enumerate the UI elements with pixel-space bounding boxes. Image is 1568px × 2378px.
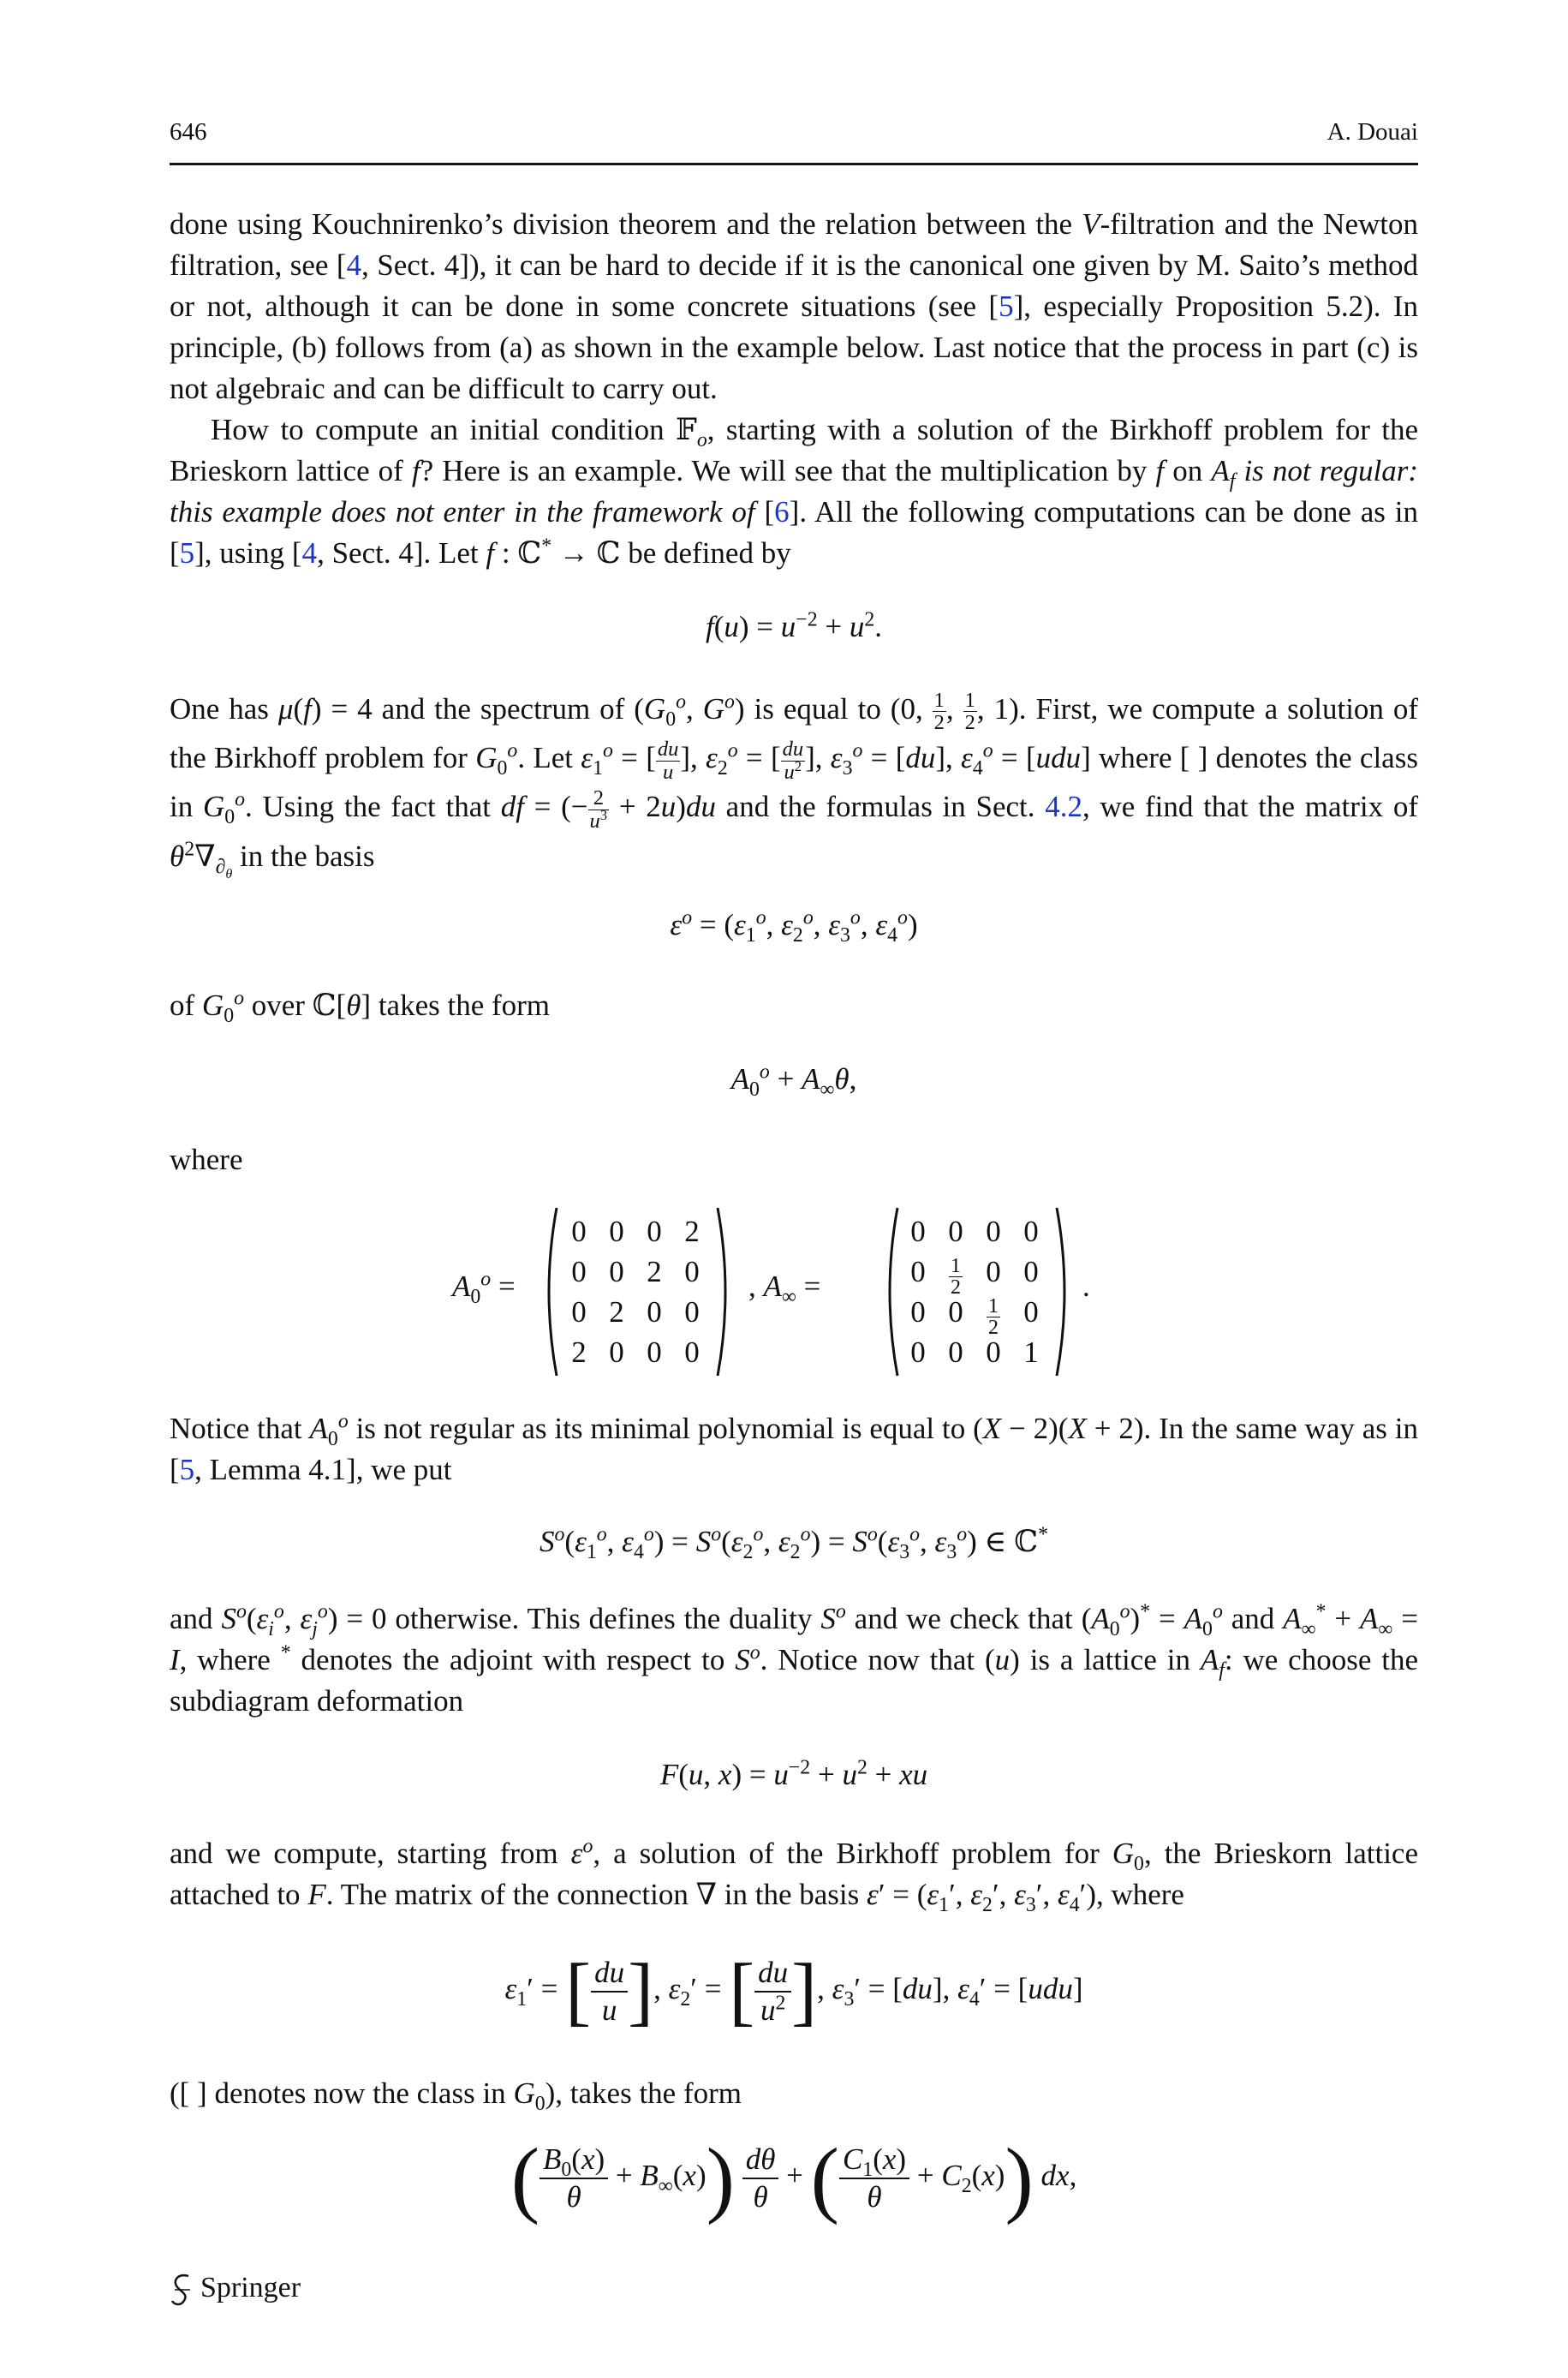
matrix-entry: 0 <box>571 1214 587 1248</box>
matrix-A0-label: $A_0^o$ = <box>452 1268 516 1308</box>
matrix-entry: 0 <box>948 1294 963 1329</box>
left-paren <box>880 1206 901 1377</box>
paper-page <box>170 0 1418 2378</box>
citation-link[interactable]: 5 <box>999 290 1014 323</box>
matrix-entry: 0 <box>609 1335 624 1369</box>
matrix-entry: 0 <box>571 1294 587 1329</box>
matrix-entry: 2 <box>647 1254 662 1288</box>
matrix-entry: 0 <box>571 1254 587 1288</box>
matrix-entry: 0 <box>1023 1214 1039 1248</box>
matrix-entry: 2 <box>684 1214 700 1248</box>
paragraph-4: of $G_0^o$ over ℂ[θ] takes the form <box>170 987 551 1027</box>
left-paren <box>540 1206 560 1377</box>
matrix-entry: 0 <box>910 1294 926 1329</box>
citation-link[interactable]: 4 <box>346 248 362 282</box>
running-author: A. Douai <box>1327 118 1418 146</box>
equation-connection: ( $\frac{B_0(x)}{\theta}$ + $B_\infty(x)$) $\frac{d\theta}{\theta}$ + ( $\frac{C_1(x)}{\theta}$ + $C_2(x)$) dx, <box>510 2130 1077 2226</box>
matrix-Ainf <box>899 1211 1050 1372</box>
equation-new-basis: $\varepsilon_1'$ = [ $\frac{du}{u}$ ], $\varepsilon_2'$ = [ $\frac{du}{u^2}$ ], $\varepsilon_3' = [du]$, $\varepsilon_4' = [udu]$ <box>504 1949 1083 2034</box>
matrix-entry: 2 <box>609 1294 624 1329</box>
matrix-entry: 0 <box>910 1335 926 1369</box>
matrix-entry: 0 <box>1023 1254 1039 1288</box>
matrix-entry: 2 <box>571 1335 587 1369</box>
matrix-equation: $A_0^o$ = 0 0 0 2 0 0 2 0 0 2 0 0 2 0 0 0 , $A_\infty$ = 0 0 0 0 0 $\frac{1}{2}$ 0 0 0 0 $\frac{1}{2}$ 0 0 0 0 1 . <box>170 1206 1418 1377</box>
equation-deformation: F(u, $x) = u^{-2} + u^2$ + xu <box>659 1756 928 1791</box>
running-header <box>170 118 1418 156</box>
paragraph-3: One has μ(f) = 4 and the spectrum of ($G_0^o$, $G^o$) is equal to (0, $\frac{1}{2}$ , $\frac{1}{2}$ , 1). First, we compute a solution of the Birkhoff problem for $G_0^o$. Let $\varepsilon_1^o$ = [ $\frac{du}{u}$ ], $\varepsilon_2^o$ = [ $\frac{du}{u^2}$ ], $\varepsilon_3^o = [du]$, $\varepsilon_4^o = [udu]$ where [ ] denotes the class in $G_0^o$. Using the fact that df = (− $\frac{2}{u^3}$ + 2u)du and the formulas in Sect. 4.2, we find that the matrix of $\theta^2\nabla_{\partial_\theta}$ in the basis <box>170 688 1419 881</box>
citation-link[interactable]: 6 <box>774 495 790 529</box>
paragraph-8: ([ ] denotes now the class in $G_0$), takes the form <box>170 2076 742 2115</box>
matrix-entry: 0 <box>609 1254 624 1288</box>
matrix-entry: 0 <box>948 1335 963 1369</box>
equation-f: $f(u) = u^{-2} + u^2$. <box>705 608 883 643</box>
section-link[interactable]: 4.2 <box>1045 790 1082 824</box>
paragraph-1: done using Kouchnirenko’s division theorem and the relation between the V-filtration and the Newton filtration, see [4, Sect. 4]), it can be hard to decide if it is the canonical one given by M. Saito’s method or not, although it can be done in some concrete situations (see [5], especially Proposition 5.2). In principle, (b) follows from (a) as shown in the example below. Last notice that the process in part (c) is not algebraic and can be difficult to carry out. <box>170 207 1419 405</box>
header-rule <box>170 163 1418 165</box>
matrix-entry: 0 <box>647 1294 662 1329</box>
matrix-entry: 0 <box>986 1214 1001 1248</box>
matrix-A0 <box>560 1211 711 1372</box>
equation-basis: $\varepsilon^o = (\varepsilon_1^o$, $\varepsilon_2^o$, $\varepsilon_3^o$, $\varepsilon_4^o$) <box>670 906 918 947</box>
paragraph-6: and $S^o(\varepsilon_i^o$, $\varepsilon_j^o) = 0$ otherwise. This defines the duality $S^o$ and we check that $(A_0^o)^* = A_0^o$ and $A_\infty^* + A_\infty = I$, where * denotes the adjoint with respect to $S^o$. Notice now that (u) is a lattice in $A_f$: we choose the subdiagram deformation <box>170 1600 1419 1718</box>
right-paren <box>714 1206 735 1377</box>
matrix-entry: 0 <box>986 1335 1001 1369</box>
matrix-entry: 0 <box>910 1254 926 1288</box>
matrix-entry: 0 <box>684 1254 700 1288</box>
matrix-entry: 0 <box>647 1335 662 1369</box>
paragraph-2: How to compute an initial condition 𝔽$_o$, starting with a solution of the Birkhoff problem for the Brieskorn lattice of f? Here is an example. We will see that the multiplication by f on $A_f$ is not regular: this example does not enter in the framework of [6]. All the following computations can be done as in [5], using [4, Sect. 4]. Let f : ℂ* → ℂ be defined by <box>170 413 1419 570</box>
matrix-entry: $\frac{1}{2}$ <box>988 1295 999 1339</box>
publisher-name: Springer <box>200 2272 301 2303</box>
equation-duality: $S^o(\varepsilon_1^o$, $\varepsilon_4^o) = S^o(\varepsilon_2^o$, $\varepsilon_2^o) = S^o(\varepsilon_3^o$, $\varepsilon_3^o$) ∈ ℂ* <box>540 1523 1048 1563</box>
matrix-entry: 0 <box>647 1214 662 1248</box>
matrix-entry: $\frac{1}{2}$ <box>951 1255 961 1299</box>
paragraph-7: and we compute, starting from $\varepsilon^o$, a solution of the Birkhoff problem for $G_0$, the Brieskorn lattice attached to F. The matrix of the connection ∇ in the basis $\varepsilon' = (\varepsilon_1'$, $\varepsilon_2'$, $\varepsilon_3'$, $\varepsilon_4'$), where <box>170 1835 1418 1916</box>
equation-form: $A_0^o + A_\infty\theta$, <box>730 1061 857 1101</box>
citation-link[interactable]: 5 <box>179 1453 195 1486</box>
matrix-entry: 1 <box>1023 1335 1039 1369</box>
right-paren <box>1053 1206 1074 1377</box>
citation-link[interactable]: 4 <box>301 536 318 570</box>
matrix-entry: 0 <box>684 1294 700 1329</box>
matrix-entry: 0 <box>1023 1294 1039 1329</box>
page-number: 646 <box>170 118 207 146</box>
matrix-Ainf-label: , $A_\infty$ = <box>748 1270 821 1308</box>
citation-link[interactable]: 5 <box>179 536 195 570</box>
where-label: where <box>170 1143 243 1176</box>
matrix-entry: 0 <box>986 1254 1001 1288</box>
matrix-entry: 0 <box>948 1214 963 1248</box>
publisher-footer <box>170 2272 301 2307</box>
paragraph-5: Notice that $A_0^o$ is not regular as its minimal polynomial is equal to (X − 2)(X + 2). In the same way as in [5, Lemma 4.1], we put <box>170 1410 1418 1486</box>
matrix-entry: 0 <box>609 1214 624 1248</box>
matrix-entry: 0 <box>684 1335 700 1369</box>
matrix-entry: 0 <box>910 1214 926 1248</box>
springer-logo-icon <box>170 2273 195 2307</box>
